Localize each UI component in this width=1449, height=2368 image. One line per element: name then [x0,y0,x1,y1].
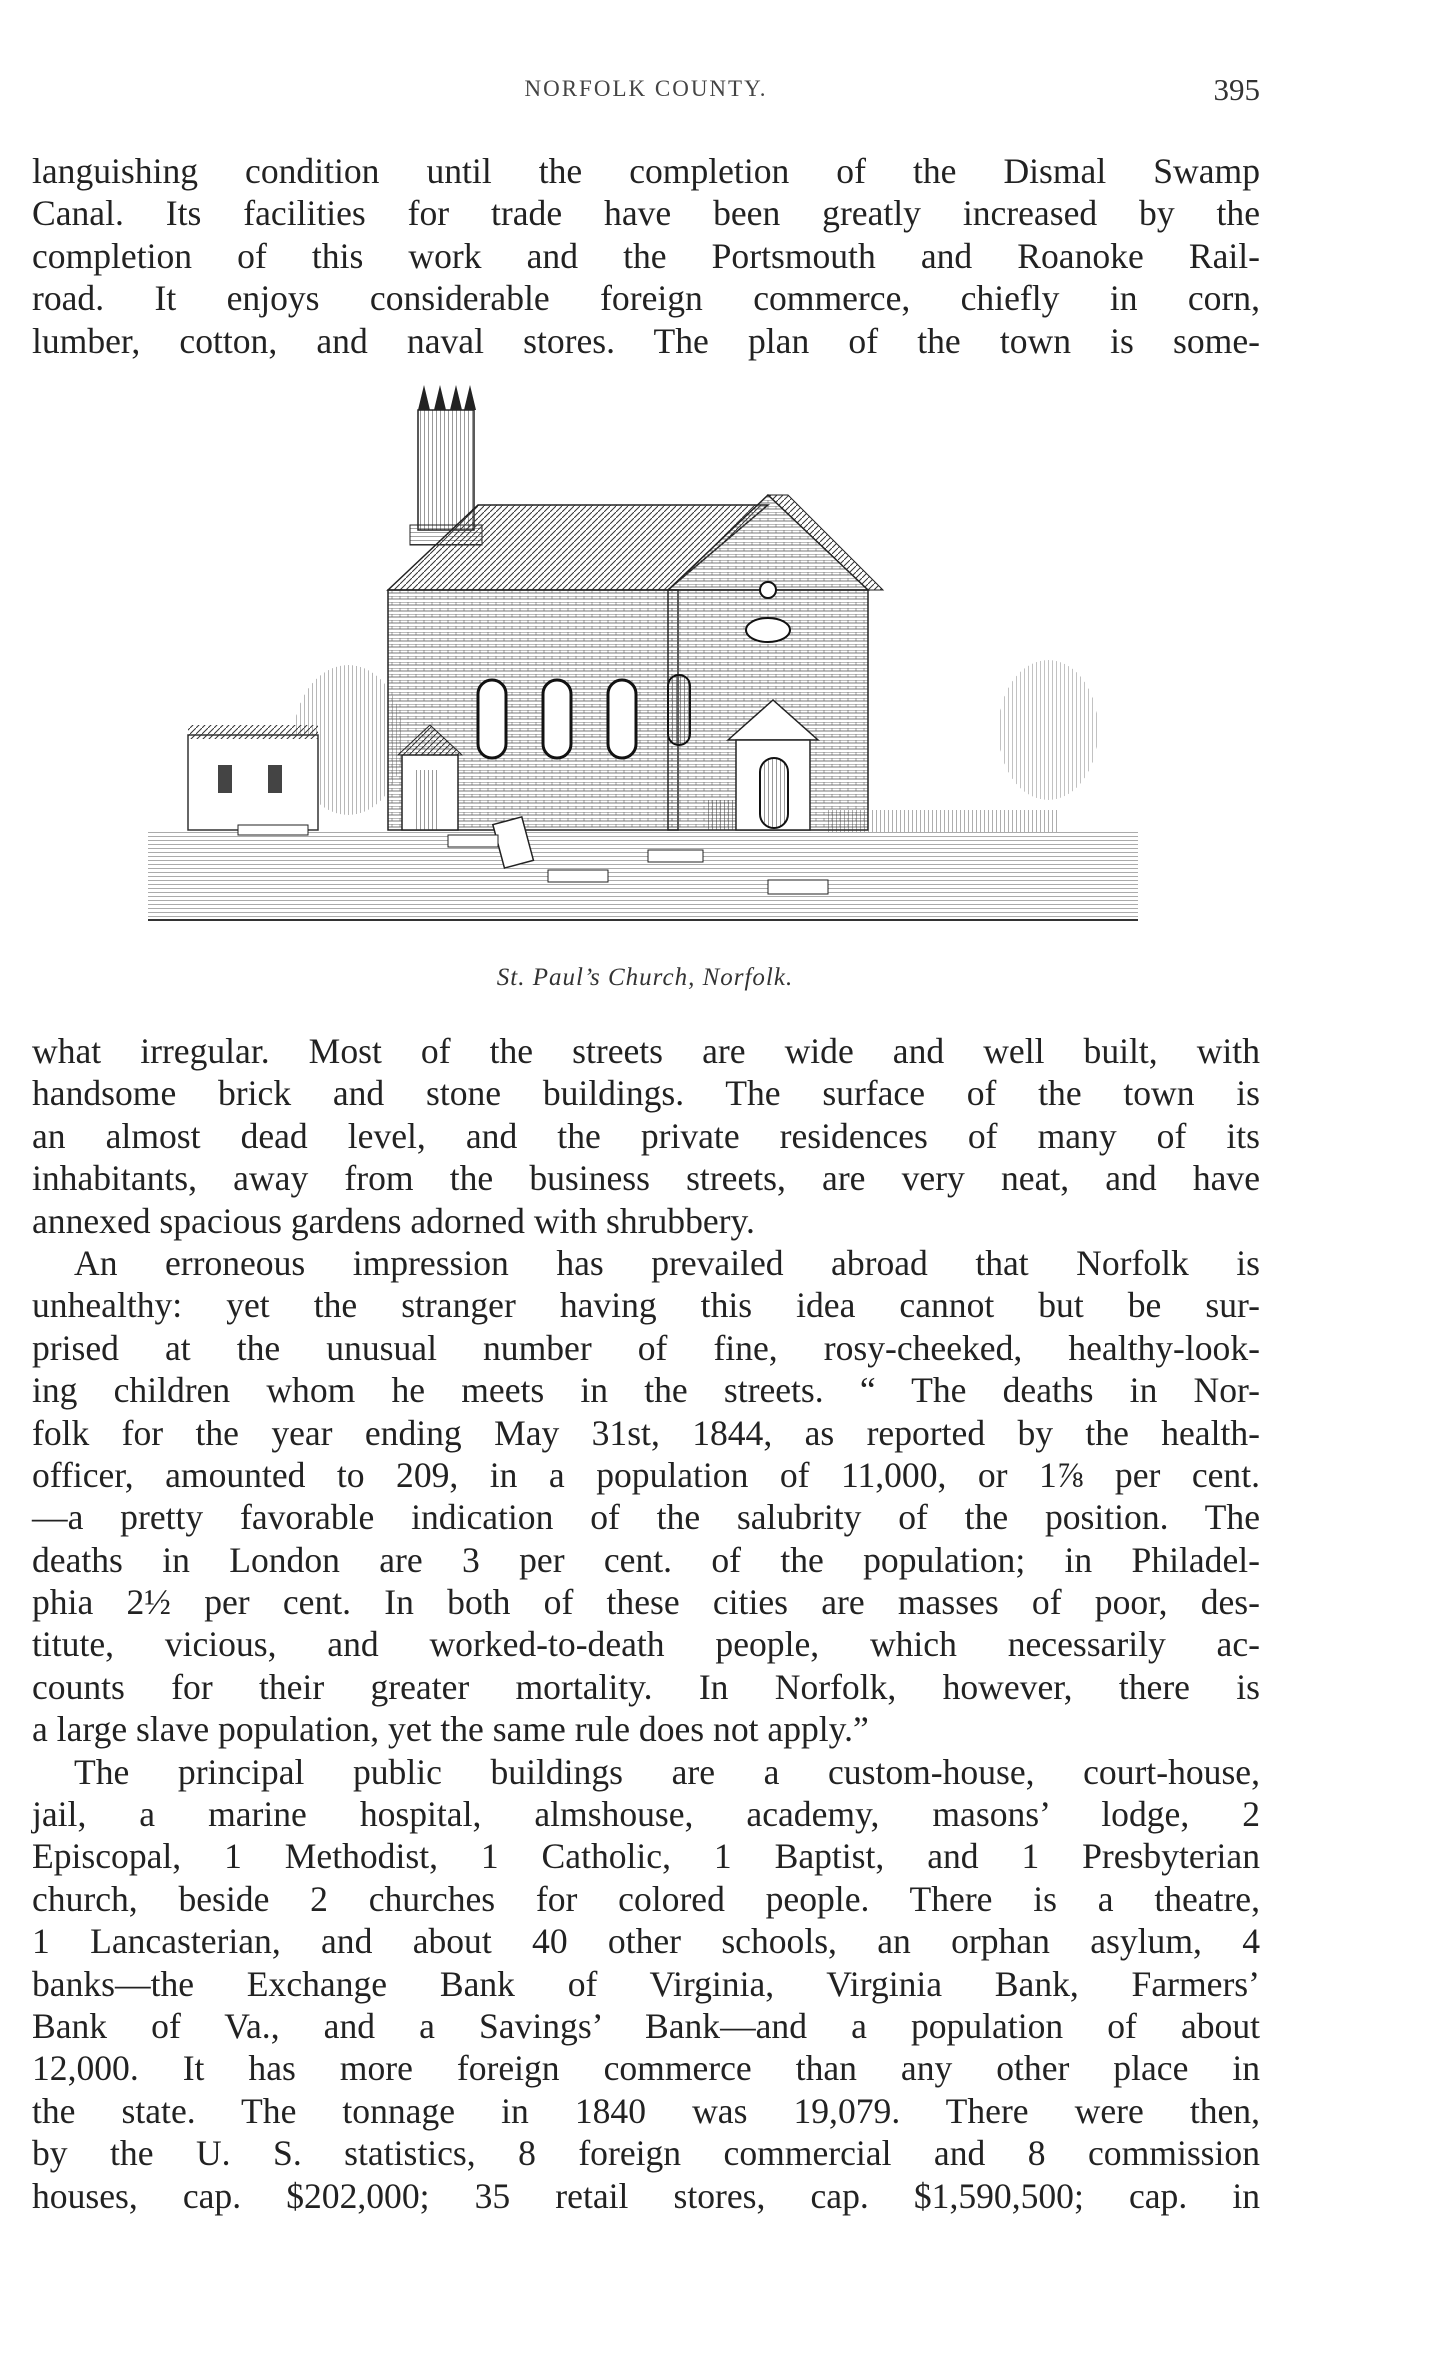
arched-window [608,680,636,758]
text-line: —a pretty favorable indication of the salubrity of the position. The [32,1497,1260,1538]
text-line: jail, a marine hospital, almshouse, academy, masons’ lodge, 2 [32,1794,1260,1835]
text-line: completion of this work and the Portsmouth and Roanoke Rail- [32,235,1260,276]
text-line: inhabitants, away from the business streets, are very neat, and have [32,1158,1260,1199]
text-line: an almost dead level, and the private residences of many of its [32,1115,1260,1156]
arched-window [478,680,506,758]
page-header [32,72,1260,116]
text-line: An erroneous impression has prevailed abroad that Norfolk is [74,1242,1260,1283]
text-line: prised at the unusual number of fine, rosy-cheeked, healthy-look- [32,1327,1260,1368]
text-line: by the U. S. statistics, 8 foreign commercial and 8 commission [32,2133,1260,2174]
text-line: titute, vicious, and worked-to-death people, which necessarily ac- [32,1624,1260,1665]
text-line: folk for the year ending May 31st, 1844, as reported by the health- [32,1412,1260,1453]
text-line: what irregular. Most of the streets are wide and well built, with [32,1031,1260,1071]
text-line: counts for their greater mortality. In Norfolk, however, there is [32,1666,1260,1707]
text-line: unhealthy: yet the stranger having this idea cannot but be sur- [32,1285,1260,1326]
text-line: houses, cap. $202,000; 35 retail stores, cap. $1,590,500; cap. in [32,2175,1260,2216]
text-line: ing children whom he meets in the streets. “ The deaths in Nor- [32,1370,1260,1411]
text-line: Canal. Its facilities for trade have been greatly increased by the [32,193,1260,234]
text-line: handsome brick and stone buildings. The surface of the town is [32,1073,1260,1114]
text-line: banks—the Exchange Bank of Virginia, Virginia Bank, Farmers’ [32,1963,1260,2004]
text-line: road. It enjoys considerable foreign commerce, chiefly in corn, [32,278,1260,319]
running-head: NORFOLK COUNTY. [524,76,768,101]
church-tower [418,410,474,530]
church-illustration [148,380,1138,960]
church-engraving [148,380,1138,970]
tree-right [998,660,1098,800]
text-line: 12,000. It has more foreign commerce than any other place in [32,2048,1260,2089]
text-block-bottom [32,1030,1260,2217]
text-line: Bank of Va., and a Savings’ Bank—and a population of about [32,2005,1260,2046]
text-line: officer, amounted to 209, in a population of 11,000, or 1⅞ per cent. [32,1454,1260,1495]
page-number: 395 [1213,72,1260,107]
text-line: the state. The tonnage in 1840 was 19,079. There were then, [32,2090,1260,2131]
text-line: a large slave population, yet the same rule does not apply.” [32,1709,869,1750]
text-line: phia 2½ per cent. In both of these cities are masses of poor, des- [32,1582,1260,1623]
text-line: annexed spacious gardens adorned with shrubbery. [32,1200,755,1241]
text-line: deaths in London are 3 per cent. of the population; in Philadel- [32,1539,1260,1580]
text-line: 1 Lancasterian, and about 40 other schools, an orphan asylum, 4 [32,1921,1260,1962]
text-line: Episcopal, 1 Methodist, 1 Catholic, 1 Baptist, and 1 Presbyterian [32,1836,1260,1877]
text-line: The principal public buildings are a custom-house, court-house, [74,1751,1260,1792]
text-line: languishing condition until the completion of the Dismal Swamp [32,151,1260,191]
text-line: church, beside 2 churches for colored people. There is a theatre, [32,1878,1260,1919]
text-line: lumber, cotton, and naval stores. The plan of the town is some- [32,320,1260,361]
text-block-top [32,150,1260,362]
figure-caption: St. Paul’s Church, Norfolk. [496,964,794,991]
churchyard-ground [148,830,1138,920]
arched-window [543,680,571,758]
